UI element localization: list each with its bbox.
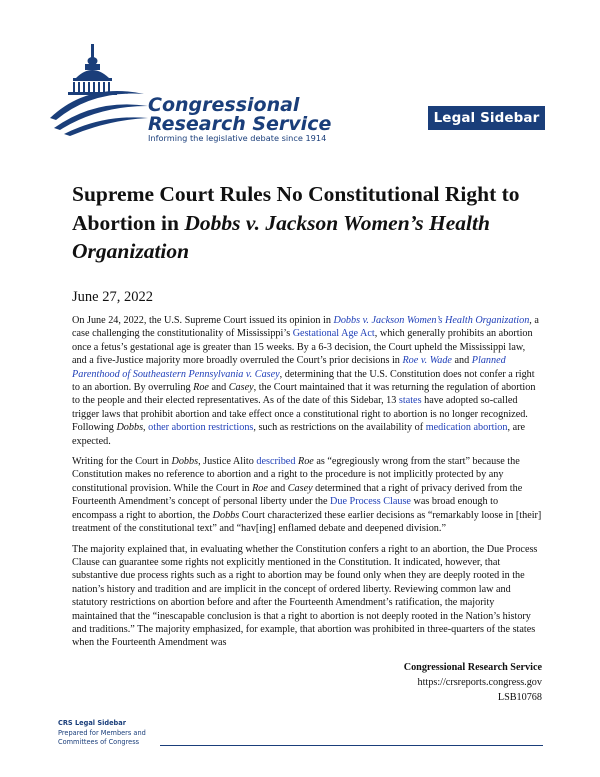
title-text: Supreme Court Rules No Constitutional Right to Abortion in [72, 182, 520, 235]
text-run: Roe [297, 456, 314, 468]
text-run: was broad enough to encompass a right to abortion, the [72, 496, 499, 521]
logo-line2: Research Service [148, 113, 332, 135]
logo-tagline: Informing the legislative debate since 1914 [148, 133, 327, 143]
paragraph [72, 314, 542, 448]
footer-left-line3: Committees of Congress [58, 738, 140, 746]
text-run: Writing for the Court in [72, 456, 172, 468]
footer-right [404, 660, 542, 705]
inline-link[interactable]: described [256, 456, 296, 468]
text-run: , which generally prohibits an abortion once a fetus’s gestational age is greater than 15 weeks. By a 6-3 decision, the Court upheld the Mississippi law, and a five-Justice majority more broadly overruled the Court’s prior decisions in [72, 328, 533, 367]
text-run: determined that a right of privacy derived from the Fourteenth Amendment’s concept of personal liberty under the [72, 482, 523, 508]
inline-link[interactable]: Roe v. Wade [402, 355, 452, 367]
footer-left [58, 719, 146, 748]
text-run: have adopted so-called trigger laws that prohibit abortion and take effect once a constitutional right to abortion is no longer recognized. Following [72, 395, 528, 434]
paragraph [72, 543, 542, 650]
text-run: Court characterized these earlier decisions as “remarkably loose in [their] treatment of the constitutional text” and “hav[ing] enflamed debate and deepened division.” [72, 509, 542, 535]
article-body [72, 314, 542, 657]
text-run: as “egregiously wrong from the start” because the Constitution makes no reference to abortion and a right to the procedure is not implicitly protected by any constitutional provision. While the Court in [72, 456, 520, 494]
crs-logo [48, 44, 368, 144]
text-run: , [143, 422, 149, 434]
inline-link[interactable]: Due Process Clause [330, 496, 411, 508]
page-title [72, 180, 542, 266]
footer-org: Congressional Research Service [403, 662, 542, 673]
text-run: The majority explained that, in evaluating whether the Constitution confers a right to an abortion, the Due Process Clause can guarantee some rights not explicitly mentioned in the Constitution. It indicated, however, that substantive due process rights such as a right to abortion may be found only when they are deeply rooted in the nation’s history and tradition and are implicit in the concept of ordered liberty. Reviewing common law and statutory restrictions on abortion before and after the Fourteenth Amendment’s ratification, the majority maintained that the “inescapable conclusion is that a right to abortion is not deeply rooted in the Nation’s history and traditions.” The majority emphasized, for example, that abortion was prohibited in three-quarters of the states when the Fourteenth Amendment was [72, 543, 538, 649]
text-run: , are expected. [72, 422, 525, 447]
inline-link[interactable]: Dobbs v. Jackson Women’s Health Organization [333, 315, 530, 326]
inline-link[interactable]: medication abortion [425, 422, 508, 434]
text-run: , determining that the U.S. Constitution does not confer a right to an abortion. By overruling [72, 368, 535, 394]
legal-sidebar-badge: Legal Sidebar [428, 106, 545, 130]
paragraph [72, 455, 542, 535]
logo-line1: Congressional [148, 94, 300, 116]
text-run: Roe [193, 382, 209, 394]
inline-link[interactable]: states [398, 395, 422, 407]
text-run: Casey [287, 482, 313, 494]
footer-report-id: LSB10768 [497, 692, 542, 703]
inline-link[interactable]: other abortion restrictions [148, 422, 254, 434]
text-run: , a case challenging the constitutionality of Mississippi’s [72, 315, 539, 340]
text-run: , such as restrictions on the availability of [253, 422, 426, 434]
capitol-dome-icon [48, 44, 368, 144]
footer-url[interactable]: https://crsreports.congress.gov [417, 677, 542, 688]
text-run: and [267, 482, 288, 494]
text-run: , Justice Alito [198, 456, 257, 468]
footer-divider [160, 745, 543, 746]
text-run: Dobbs [116, 422, 144, 434]
text-run: Dobbs [212, 509, 240, 521]
text-run: Roe [252, 482, 268, 494]
inline-link[interactable]: Gestational Age Act [292, 328, 375, 340]
footer-left-title: CRS Legal Sidebar [58, 719, 126, 727]
title-case-name: Dobbs v. Jackson Women’s Health Organization [72, 210, 490, 263]
text-run: and [451, 355, 472, 367]
footer-left-line2: Prepared for Members and [58, 728, 146, 737]
text-run: , the Court maintained that it was returning the regulation of abortion to the people and their elected representatives. As of the date of this Sidebar, 13 [72, 382, 536, 407]
inline-link[interactable]: Planned Parenthood of Southeastern Pennsylvania v. Casey [72, 355, 506, 380]
text-run: Dobbs [171, 456, 199, 468]
publication-date: June 27, 2022 [72, 289, 153, 305]
text-run: Casey [228, 382, 254, 394]
text-run: On June 24, 2022, the U.S. Supreme Court issued its opinion in [72, 315, 334, 326]
text-run: and [208, 382, 229, 394]
